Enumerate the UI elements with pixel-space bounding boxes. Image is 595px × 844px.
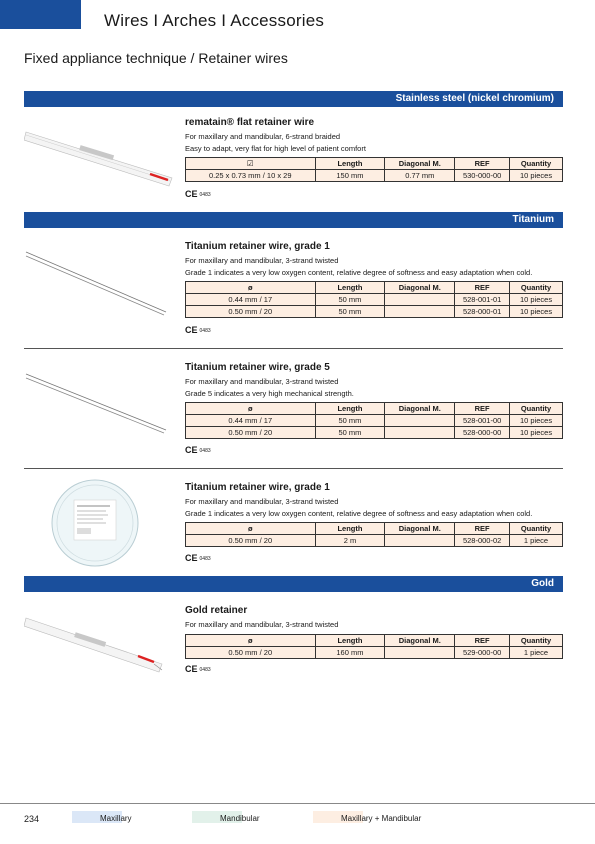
col-diagonal: Diagonal M. xyxy=(385,158,455,170)
product-desc-1: For maxillary and mandibular, 3-strand twisted xyxy=(185,377,339,386)
product-desc-1: For maxillary and mandibular, 3-strand twisted xyxy=(185,620,339,629)
product-desc-2: Grade 5 indicates a very high mechanical strength. xyxy=(185,389,354,398)
col-diagonal: Diagonal M. xyxy=(385,403,455,415)
spec-table xyxy=(185,281,563,318)
product-titanium-grade1-spool xyxy=(185,482,563,547)
col-quantity: Quantity xyxy=(510,523,563,535)
col-diagonal: Diagonal M. xyxy=(385,523,455,535)
product-rematain xyxy=(185,117,563,182)
product-desc-1: For maxillary and mandibular, 3-strand twisted xyxy=(185,497,339,506)
product-title: Titanium retainer wire, grade 1 xyxy=(185,241,330,252)
ce-mark: CE 0483 xyxy=(185,664,211,674)
ce-mark: CE 0483 xyxy=(185,189,211,199)
legend-label-mandibular: Mandibular xyxy=(220,814,260,823)
col-ref: REF xyxy=(455,523,510,535)
col-ref: REF xyxy=(455,158,510,170)
col-ref: REF xyxy=(455,282,510,294)
col-quantity: Quantity xyxy=(510,158,563,170)
footer-rule xyxy=(0,803,595,804)
titanium-wire-image xyxy=(24,370,169,435)
product-desc-2: Grade 1 indicates a very low oxygen content, relative degree of softness and easy adaptation when cold. xyxy=(185,268,533,277)
table-row: 0.50 mm / 20 160 mm 529-000-00 1 piece xyxy=(186,647,563,659)
product-title: Titanium retainer wire, grade 1 xyxy=(185,482,330,493)
col-quantity: Quantity xyxy=(510,403,563,415)
col-ref: REF xyxy=(455,635,510,647)
table-row: 0.25 x 0.73 mm / 10 x 29 150 mm 0.77 mm 530-000-00 10 pieces xyxy=(186,170,563,182)
table-row: 0.50 mm / 20 50 mm 528-000-01 10 pieces xyxy=(186,306,563,318)
wire-spool-image xyxy=(48,478,143,568)
col-size: ø xyxy=(186,403,316,415)
col-size: ø xyxy=(186,282,316,294)
product-gold-retainer xyxy=(185,605,563,659)
col-length: Length xyxy=(315,282,385,294)
col-length: Length xyxy=(315,403,385,415)
section-band-titanium: Titanium xyxy=(24,212,563,228)
ce-mark: CE 0483 xyxy=(185,325,211,335)
col-length: Length xyxy=(315,523,385,535)
product-desc-1: For maxillary and mandibular, 6-strand braided xyxy=(185,132,341,141)
col-size: ø xyxy=(186,523,316,535)
page-subtitle: Fixed appliance technique / Retainer wires xyxy=(24,50,288,66)
product-desc-2: Easy to adapt, very flat for high level of patient comfort xyxy=(185,144,366,153)
product-titanium-grade1 xyxy=(185,241,563,318)
col-length: Length xyxy=(315,158,385,170)
product-title: Titanium retainer wire, grade 5 xyxy=(185,362,330,373)
product-titanium-grade5 xyxy=(185,362,563,439)
ce-mark: CE 0483 xyxy=(185,445,211,455)
product-desc-2: Grade 1 indicates a very low oxygen content, relative degree of softness and easy adaptation when cold. xyxy=(185,509,533,518)
divider xyxy=(24,348,563,349)
product-title: rematain® flat retainer wire xyxy=(185,117,315,128)
page-title: Wires I Arches I Accessories xyxy=(104,11,325,30)
section-band-gold: Gold xyxy=(24,576,563,592)
col-quantity: Quantity xyxy=(510,282,563,294)
page-number: 234 xyxy=(24,814,40,824)
divider xyxy=(24,468,563,469)
product-title: Gold retainer xyxy=(185,605,248,616)
legend-label-maxillary: Maxillary xyxy=(100,814,132,823)
product-desc-1: For maxillary and mandibular, 3-strand twisted xyxy=(185,256,339,265)
col-diagonal: Diagonal M. xyxy=(385,635,455,647)
titanium-wire-image xyxy=(24,248,169,318)
legend-label-both: Maxillary + Mandibular xyxy=(341,814,422,823)
header-tab xyxy=(0,0,81,29)
col-diagonal: Diagonal M. xyxy=(385,282,455,294)
col-quantity: Quantity xyxy=(510,635,563,647)
spec-table xyxy=(185,402,563,439)
table-row: 0.44 mm / 17 50 mm 528-001-01 10 pieces xyxy=(186,294,563,306)
col-length: Length xyxy=(315,635,385,647)
table-row: 0.50 mm / 20 2 m 528-000-02 1 piece xyxy=(186,535,563,547)
col-size: ø xyxy=(186,635,316,647)
section-band-stainless: Stainless steel (nickel chromium) xyxy=(24,91,563,107)
flat-wire-package-image xyxy=(24,118,174,193)
spec-table xyxy=(185,157,563,182)
table-row: 0.50 mm / 20 50 mm 528-000-00 10 pieces xyxy=(186,427,563,439)
ce-mark: CE 0483 xyxy=(185,553,211,563)
spec-table xyxy=(185,522,563,547)
col-ref: REF xyxy=(455,403,510,415)
spec-table xyxy=(185,634,563,659)
table-row: 0.44 mm / 17 50 mm 528-001-00 10 pieces xyxy=(186,415,563,427)
gold-retainer-package-image xyxy=(24,612,164,674)
col-size: ☑ xyxy=(186,158,316,170)
